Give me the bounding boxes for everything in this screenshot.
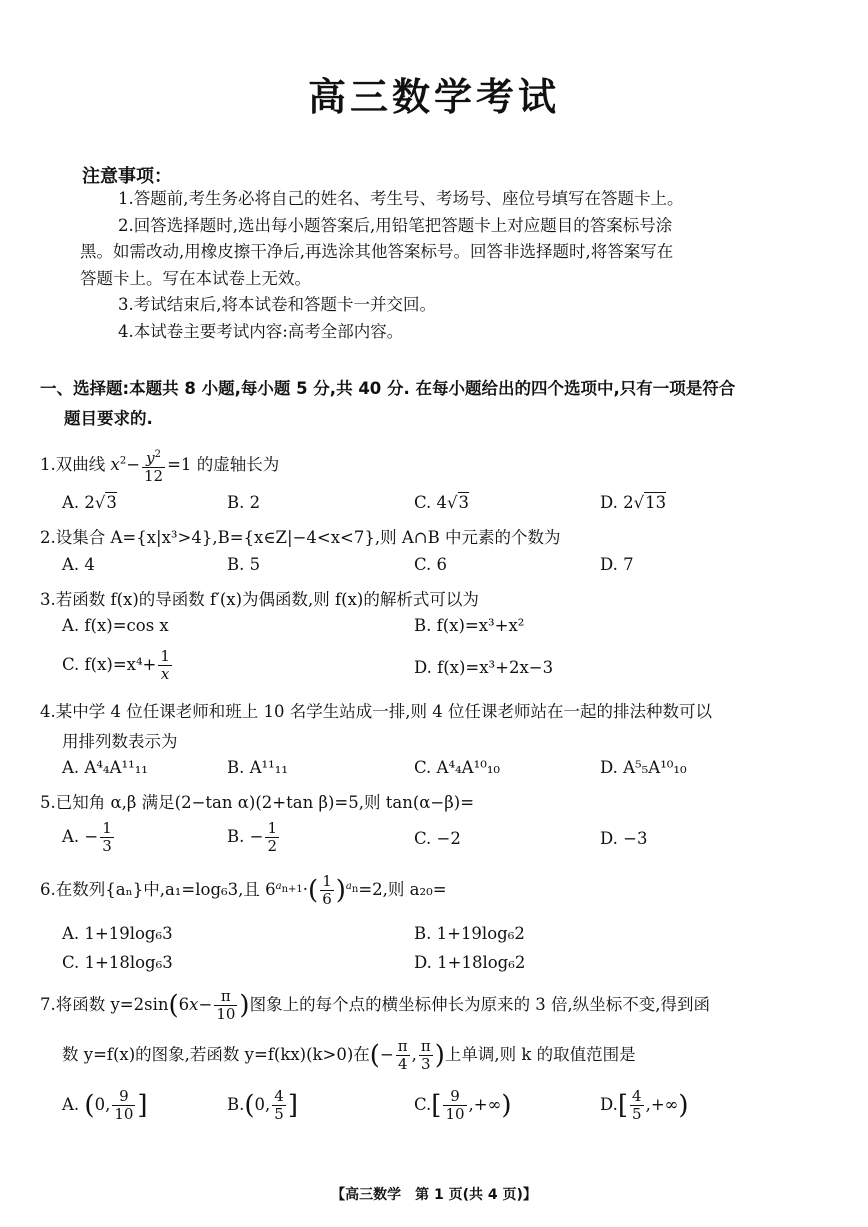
option-d: D. −3 <box>600 829 648 848</box>
option-a: A. − $\frac{1}{3}$ <box>62 819 112 855</box>
option-a: A. 1+19log₆3 <box>62 924 173 943</box>
notice-block <box>80 186 780 345</box>
notice-item: 3.考试结束后,将本试卷和答题卡一并交回。 <box>118 295 436 314</box>
question-7: 7.将函数 y=2sin(6x− $\frac{\pi}{10}$ )图象上的每个点的横坐标伸长为原来的 3 倍,纵坐标不变,得到函 <box>40 987 711 1023</box>
option-d: D. f(x)=x³+2x−3 <box>414 658 554 677</box>
option-c: C.[ $\frac{9}{10}$ ,+∞) <box>414 1087 512 1123</box>
option-c: C. f(x)=x⁴+ $\frac{1}{x}$ <box>62 647 170 683</box>
exam-title: 高三数学考试 <box>307 75 560 119</box>
option-d: D. 1+18log₆2 <box>414 953 526 972</box>
page-footer: 【高三数学 第 1 页(共 4 页)】 <box>331 1187 537 1203</box>
option-c: C. −2 <box>414 829 461 848</box>
option-b: B. 5 <box>227 555 261 574</box>
option-b: B. f(x)=x³+x² <box>414 616 525 635</box>
option-a: A. (0, $\frac{9}{10}$ ] <box>62 1087 148 1123</box>
notice-item: 黑。如需改动,用橡皮擦干净后,再选涂其他答案标号。回答非选择题时,将答案写在 <box>80 242 674 261</box>
option-c: C. 4√3 <box>414 493 470 512</box>
option-d: D.[ $\frac{4}{5}$ ,+∞) <box>600 1087 689 1123</box>
question-5: 5.已知角 α,β 满足(2−tan α)(2+tan β)=5,则 tan(α−β)= <box>40 793 475 812</box>
question-4: 4.某中学 4 位任课老师和班上 10 名学生站成一排,则 4 位任课老师站在一起的排法种数可以 用排列数表示为 <box>40 702 712 751</box>
option-d: D. 7 <box>600 555 634 574</box>
option-a: A. A⁴₄A¹¹₁₁ <box>62 758 148 777</box>
option-b: B.(0, $\frac{4}{5}$ ] <box>227 1087 298 1123</box>
question-2: 2.设集合 A={x|x³>4},B={x∈Z|−4<x<7},则 A∩B 中元素的个数为 <box>40 528 561 547</box>
notice-heading: 注意事项： <box>82 166 172 187</box>
option-c: C. A⁴₄A¹⁰₁₀ <box>414 758 501 777</box>
option-d: D. A⁵₅A¹⁰₁₀ <box>600 758 687 777</box>
question-7-line2: 数 y=f(x)的图象,若函数 y=f(kx)(k>0)在(− $\frac{\pi}{4}$ , $\frac{\pi}{3}$ )上单调,则 k 的取值范围是 <box>62 1037 636 1073</box>
option-b: B. A¹¹₁₁ <box>227 758 288 777</box>
notice-item: 2.回答选择题时,选出每小题答案后,用铅笔把答题卡上对应题目的答案标号涂 <box>118 215 673 235</box>
option-c: C. 1+18log₆3 <box>62 953 173 972</box>
question-3: 3.若函数 f(x)的导函数 f′(x)为偶函数,则 f(x)的解析式可以为 <box>40 590 479 609</box>
option-b: B. 1+19log₆2 <box>414 924 525 943</box>
option-a: A. f(x)=cos x <box>62 616 169 635</box>
option-b: B. − $\frac{1}{2}$ <box>227 819 277 855</box>
option-d: D. 2√13 <box>600 493 667 512</box>
section-heading: 一、选择题:本题共 8 小题,每小题 5 分,共 40 分. 在每小题给出的四个选项中,只有一项是符合 题目要求的. <box>40 379 736 428</box>
question-6: 6.在数列{aₙ}中,a₁=log₆3,且 $6^{a_{n+1}}\cdot$( $\frac{1}{6}$ )$^{a_n}$=2,则 a₂₀= <box>40 872 447 908</box>
option-c: C. 6 <box>414 555 448 574</box>
option-a: A. 2√3 <box>62 493 117 512</box>
notice-item: 4.本试卷主要考试内容:高考全部内容。 <box>118 321 404 341</box>
notice-item: 答题卡上。写在本试卷上无效。 <box>80 268 311 288</box>
question-1: 1.双曲线 $x^2-$ $\frac{y^2}{12}$ =1 的虚轴长为 <box>40 446 820 485</box>
option-a: A. 4 <box>62 555 95 574</box>
notice-item: 1.答题前,考生务必将自己的姓名、考生号、考场号、座位号填写在答题卡上。 <box>118 189 684 208</box>
option-b: B. 2 <box>227 493 261 512</box>
